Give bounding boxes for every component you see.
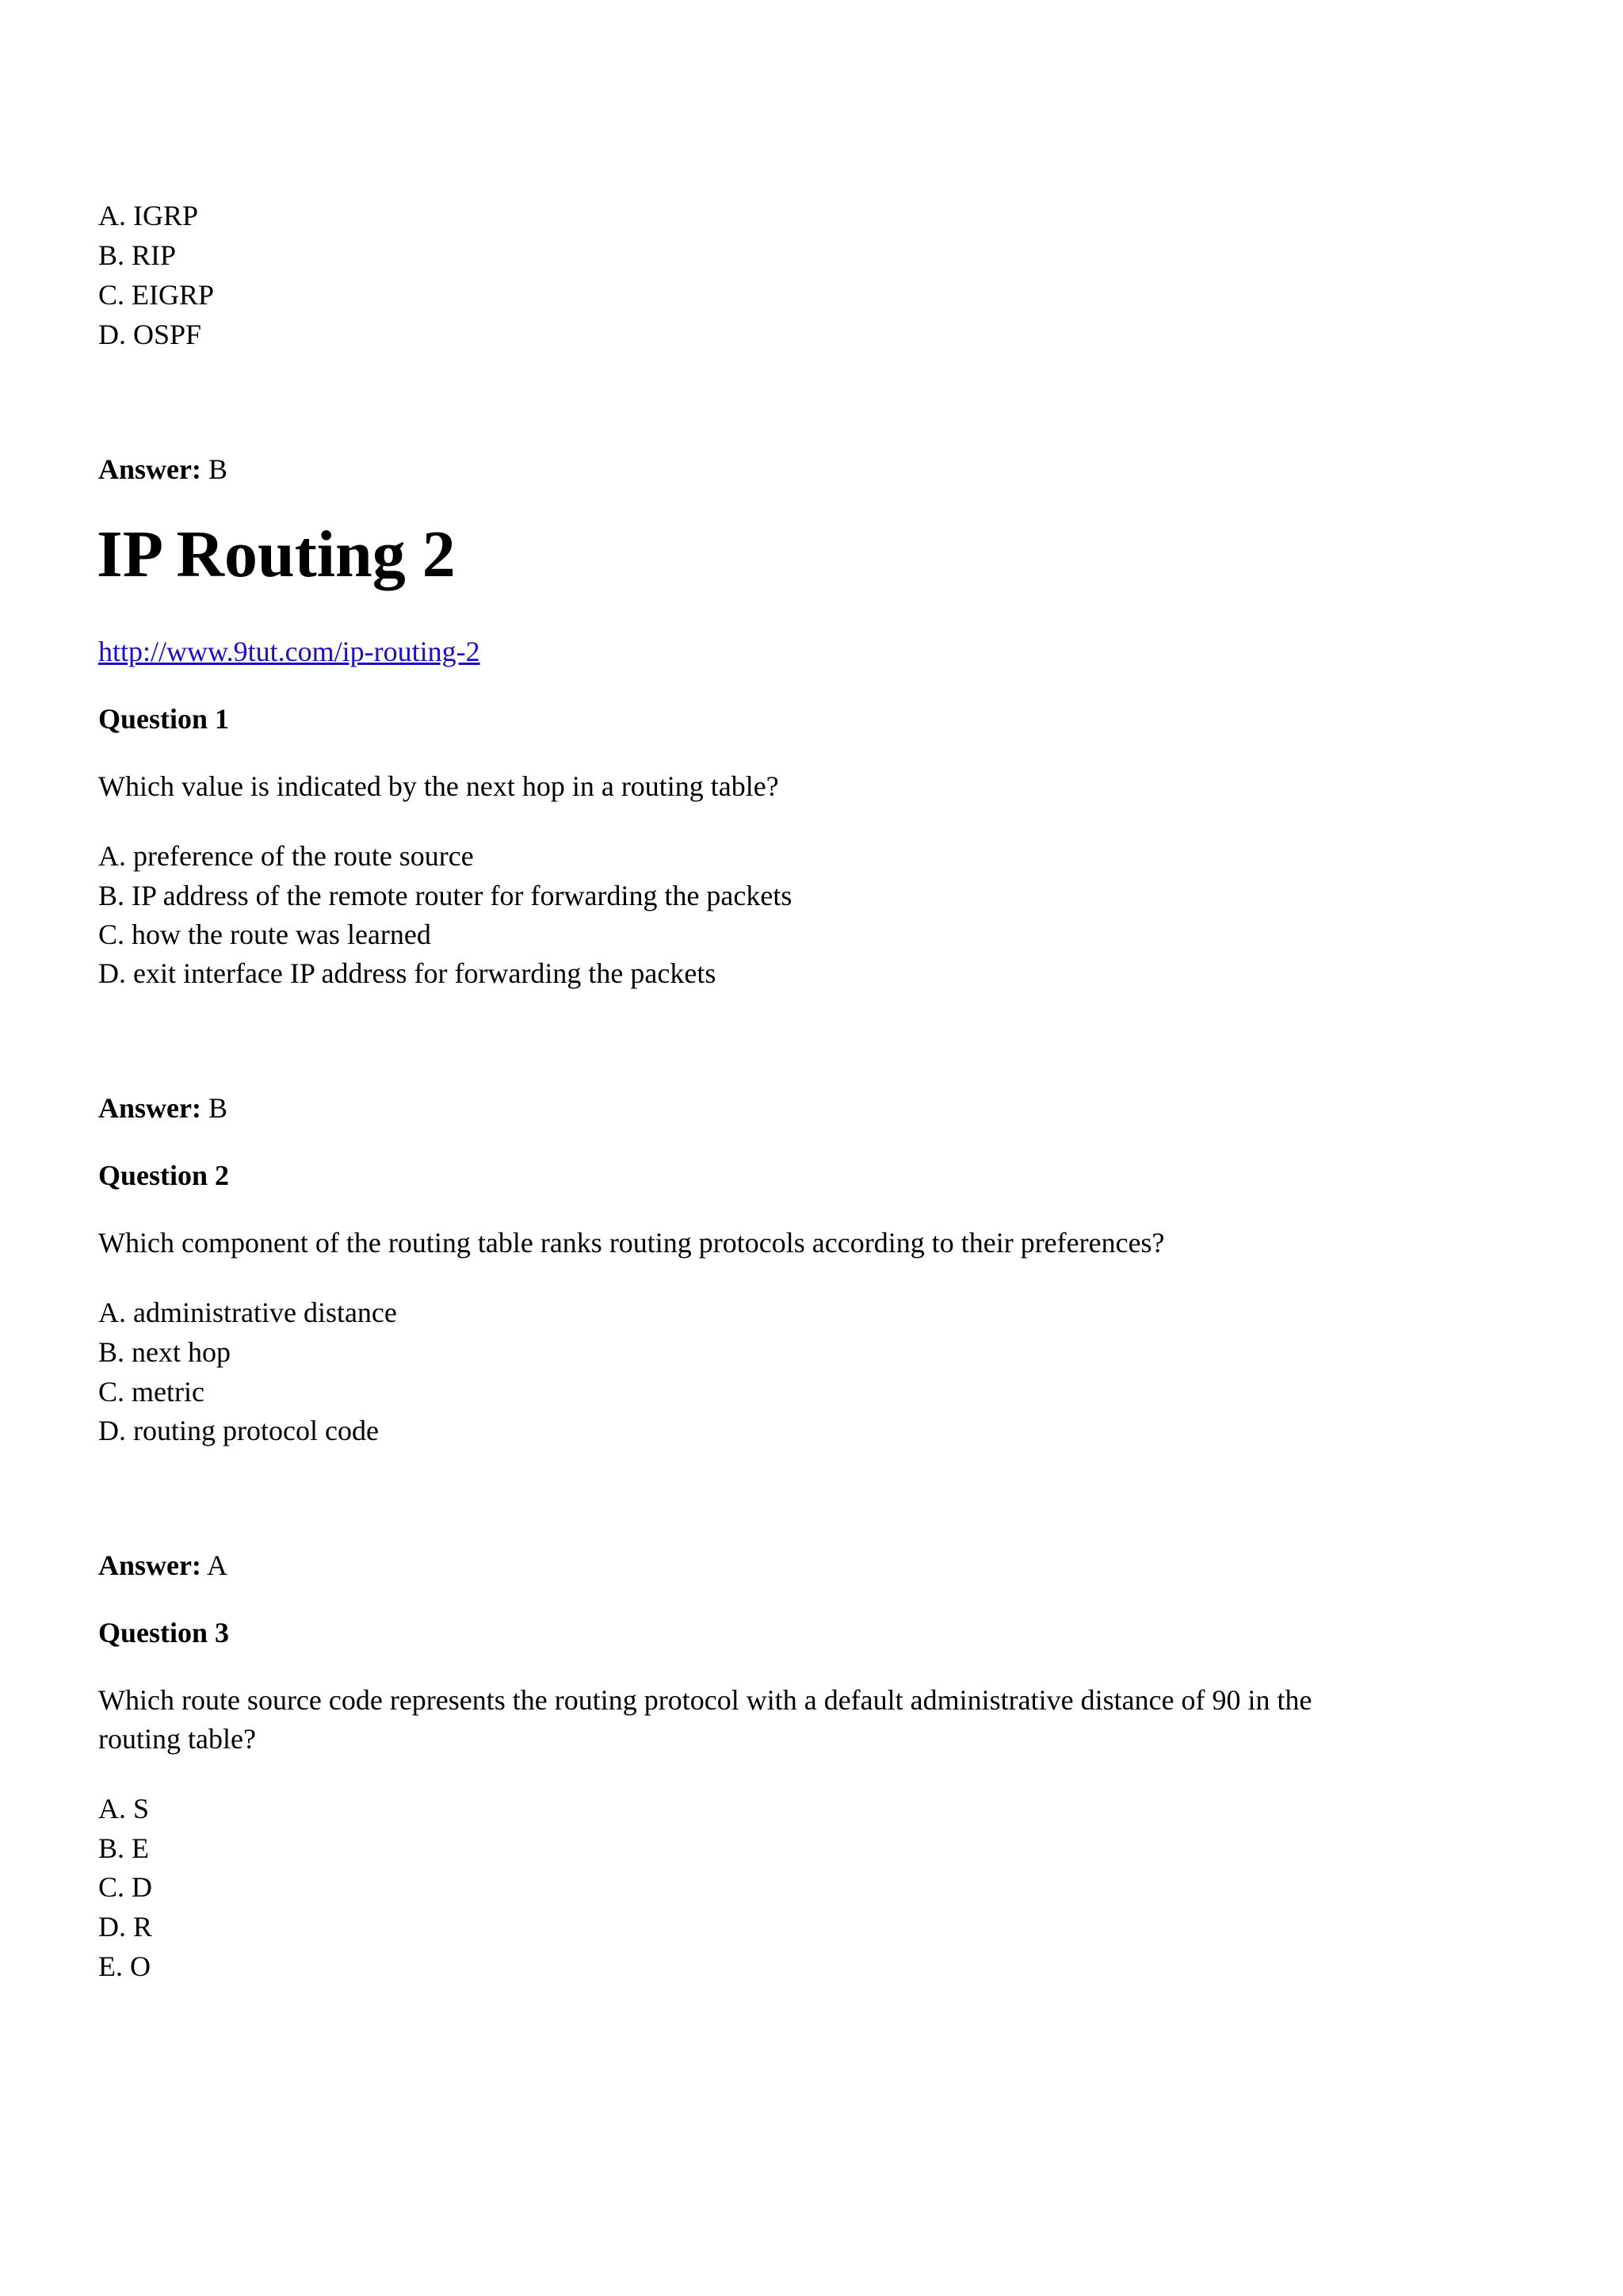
option-b: B. E — [98, 1832, 150, 1864]
section-link[interactable]: http://www.9tut.com/ip-routing-2 — [98, 636, 480, 667]
question-text-line-2: routing table? — [98, 1723, 256, 1755]
answer-line — [98, 1548, 227, 1583]
option-a: A. IGRP — [98, 200, 199, 231]
question-text-line-1: Which route source code represents the routing protocol with a default administrative distance of 90 in the — [98, 1684, 1312, 1716]
option-c: C. D — [98, 1871, 153, 1903]
option-b: B. RIP — [98, 239, 177, 271]
option-d: D. exit interface IP address for forwarding the packets — [98, 957, 716, 989]
option-d: D. OSPF — [98, 319, 202, 350]
question-heading: Question 2 — [98, 1159, 230, 1191]
option-e: E. O — [98, 1950, 151, 1982]
option-b: B. next hop — [98, 1336, 231, 1368]
question-text: Which component of the routing table ranks routing protocols according to their preferences? — [98, 1227, 1165, 1259]
answer-line — [98, 1091, 227, 1125]
answer-value: A — [207, 1549, 227, 1581]
question-heading: Question 1 — [98, 703, 230, 735]
question-heading: Question 3 — [98, 1617, 230, 1648]
option-c: C. EIGRP — [98, 279, 215, 311]
option-a: A. administrative distance — [98, 1297, 397, 1328]
answer-value: B — [208, 1092, 227, 1124]
option-d: D. routing protocol code — [98, 1415, 379, 1446]
option-b: B. IP address of the remote router for forwarding the packets — [98, 880, 792, 911]
option-a: A. S — [98, 1793, 150, 1824]
option-a: A. preference of the route source — [98, 840, 474, 872]
option-d: D. R — [98, 1911, 153, 1943]
section-title: IP Routing 2 — [97, 518, 456, 591]
question-text: Which value is indicated by the next hop in a routing table? — [98, 770, 779, 802]
section-link-line — [98, 634, 480, 669]
option-c: C. metric — [98, 1376, 204, 1408]
answer-label: Answer: — [98, 453, 201, 485]
answer-label: Answer: — [98, 1092, 201, 1124]
answer-value: B — [208, 453, 227, 485]
answer-line — [98, 452, 227, 487]
answer-label: Answer: — [98, 1549, 201, 1581]
option-c: C. how the route was learned — [98, 919, 431, 950]
